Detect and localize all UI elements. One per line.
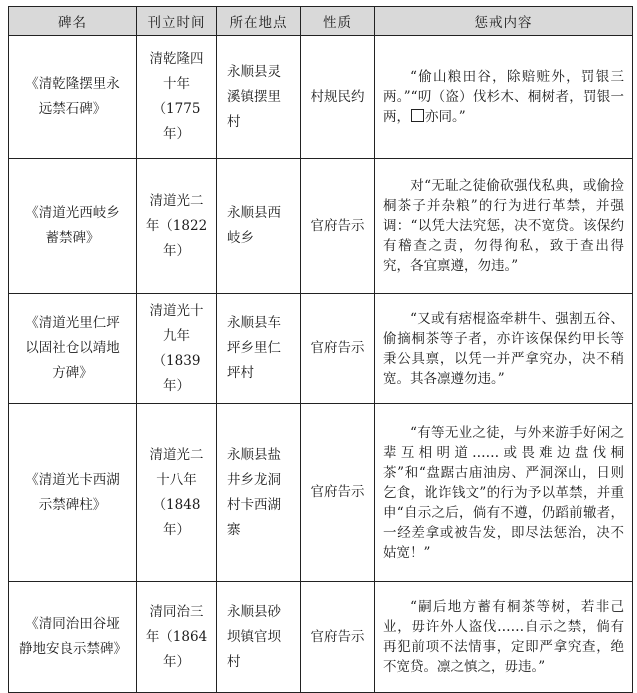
table-row [9, 582, 633, 693]
nature-cell: 官府告示 [301, 404, 375, 582]
stele-name-cell: 《清道光卡西湖示禁碑柱》 [9, 404, 137, 582]
table-row [9, 404, 633, 582]
nature-cell: 官府告示 [301, 582, 375, 693]
place-cell: 永顺县车坪乡里仁坪村 [217, 294, 301, 404]
header-content: 惩戒内容 [375, 7, 633, 36]
content-cell [375, 404, 633, 582]
content-cell [375, 159, 633, 294]
content-text-part-a: “偷山粮田谷，除赔赃外，罚银三两。”“叨（盗）伐杉木、桐树者，罚银一两， [383, 69, 624, 125]
header-name: 碑名 [9, 7, 137, 36]
content-text: “嗣后地方蓄有桐茶等树，若非己业，毋许外人盗伐……自示之禁，倘有再犯前项不法情事，定即严拿究查，绝不宽贷。凛之慎之，毋违。” [383, 599, 624, 675]
place-cell: 永顺县灵溪镇摆里村 [217, 36, 301, 159]
nature-cell: 官府告示 [301, 159, 375, 294]
stele-name-cell: 《清道光西岐乡蓄禁碑》 [9, 159, 137, 294]
content-text: 对“无耻之徒偷砍强伐私典，或偷捡桐茶子并杂粮”的行为进行革禁，并强调：“以凭大法究惩，决不宽贷。该保约有稽查之责，勿得徇私，致于查出得究，各宜禀遵，勿违。” [383, 178, 624, 274]
content-text: “有等无业之徒，与外来游手好闲之辈互相明道……或畏难边盘伐桐茶”和“盘踞古庙油房、严洞深山，日则乞食，讹诈钱文”的行为予以革禁，并重申“自示之后，倘有不遵，仍蹈前辙者，一经差拿或被告发，即尽法惩治，决不姑宽！” [383, 424, 624, 561]
place-cell: 永顺县西岐乡 [217, 159, 301, 294]
table-row [9, 294, 633, 404]
header-date: 刊立时间 [137, 7, 217, 36]
stele-table [8, 6, 633, 693]
stele-name-cell: 《清同治田谷垭静地安良示禁碑》 [9, 582, 137, 693]
missing-character-box [411, 109, 424, 122]
content-text: “又或有痞棍盗牵耕牛、强割五谷、偷摘桐茶等子者，亦许该保保约甲长等秉公具禀，以凭一并严拿究办，决不稍宽。其各凛遵勿违。” [383, 310, 624, 387]
nature-cell: 官府告示 [301, 294, 375, 404]
date-cell: 清道光十九年（1839年） [137, 294, 217, 404]
header-nature: 性质 [301, 7, 375, 36]
content-cell [375, 294, 633, 404]
stele-name-cell: 《清乾隆摆里永远禁石碑》 [9, 36, 137, 159]
nature-cell: 村规民约 [301, 36, 375, 159]
table-row [9, 159, 633, 294]
place-cell: 永顺县砂坝镇官坝村 [217, 582, 301, 693]
header-row [9, 7, 633, 36]
date-cell: 清道光二十八年（1848年） [137, 404, 217, 582]
content-text-part-b: 亦同。” [425, 109, 466, 125]
place-cell: 永顺县盐井乡龙洞村卡西湖寨 [217, 404, 301, 582]
date-cell: 清道光二年（1822年） [137, 159, 217, 294]
stele-name-cell: 《清道光里仁坪以固社仓以靖地方碑》 [9, 294, 137, 404]
table-row [9, 36, 633, 159]
header-place: 所在地点 [217, 7, 301, 36]
stele-table-container [8, 6, 632, 693]
date-cell: 清同治三年（1864年） [137, 582, 217, 693]
content-cell [375, 582, 633, 693]
date-cell: 清乾隆四十年（1775年） [137, 36, 217, 159]
content-cell [375, 36, 633, 159]
